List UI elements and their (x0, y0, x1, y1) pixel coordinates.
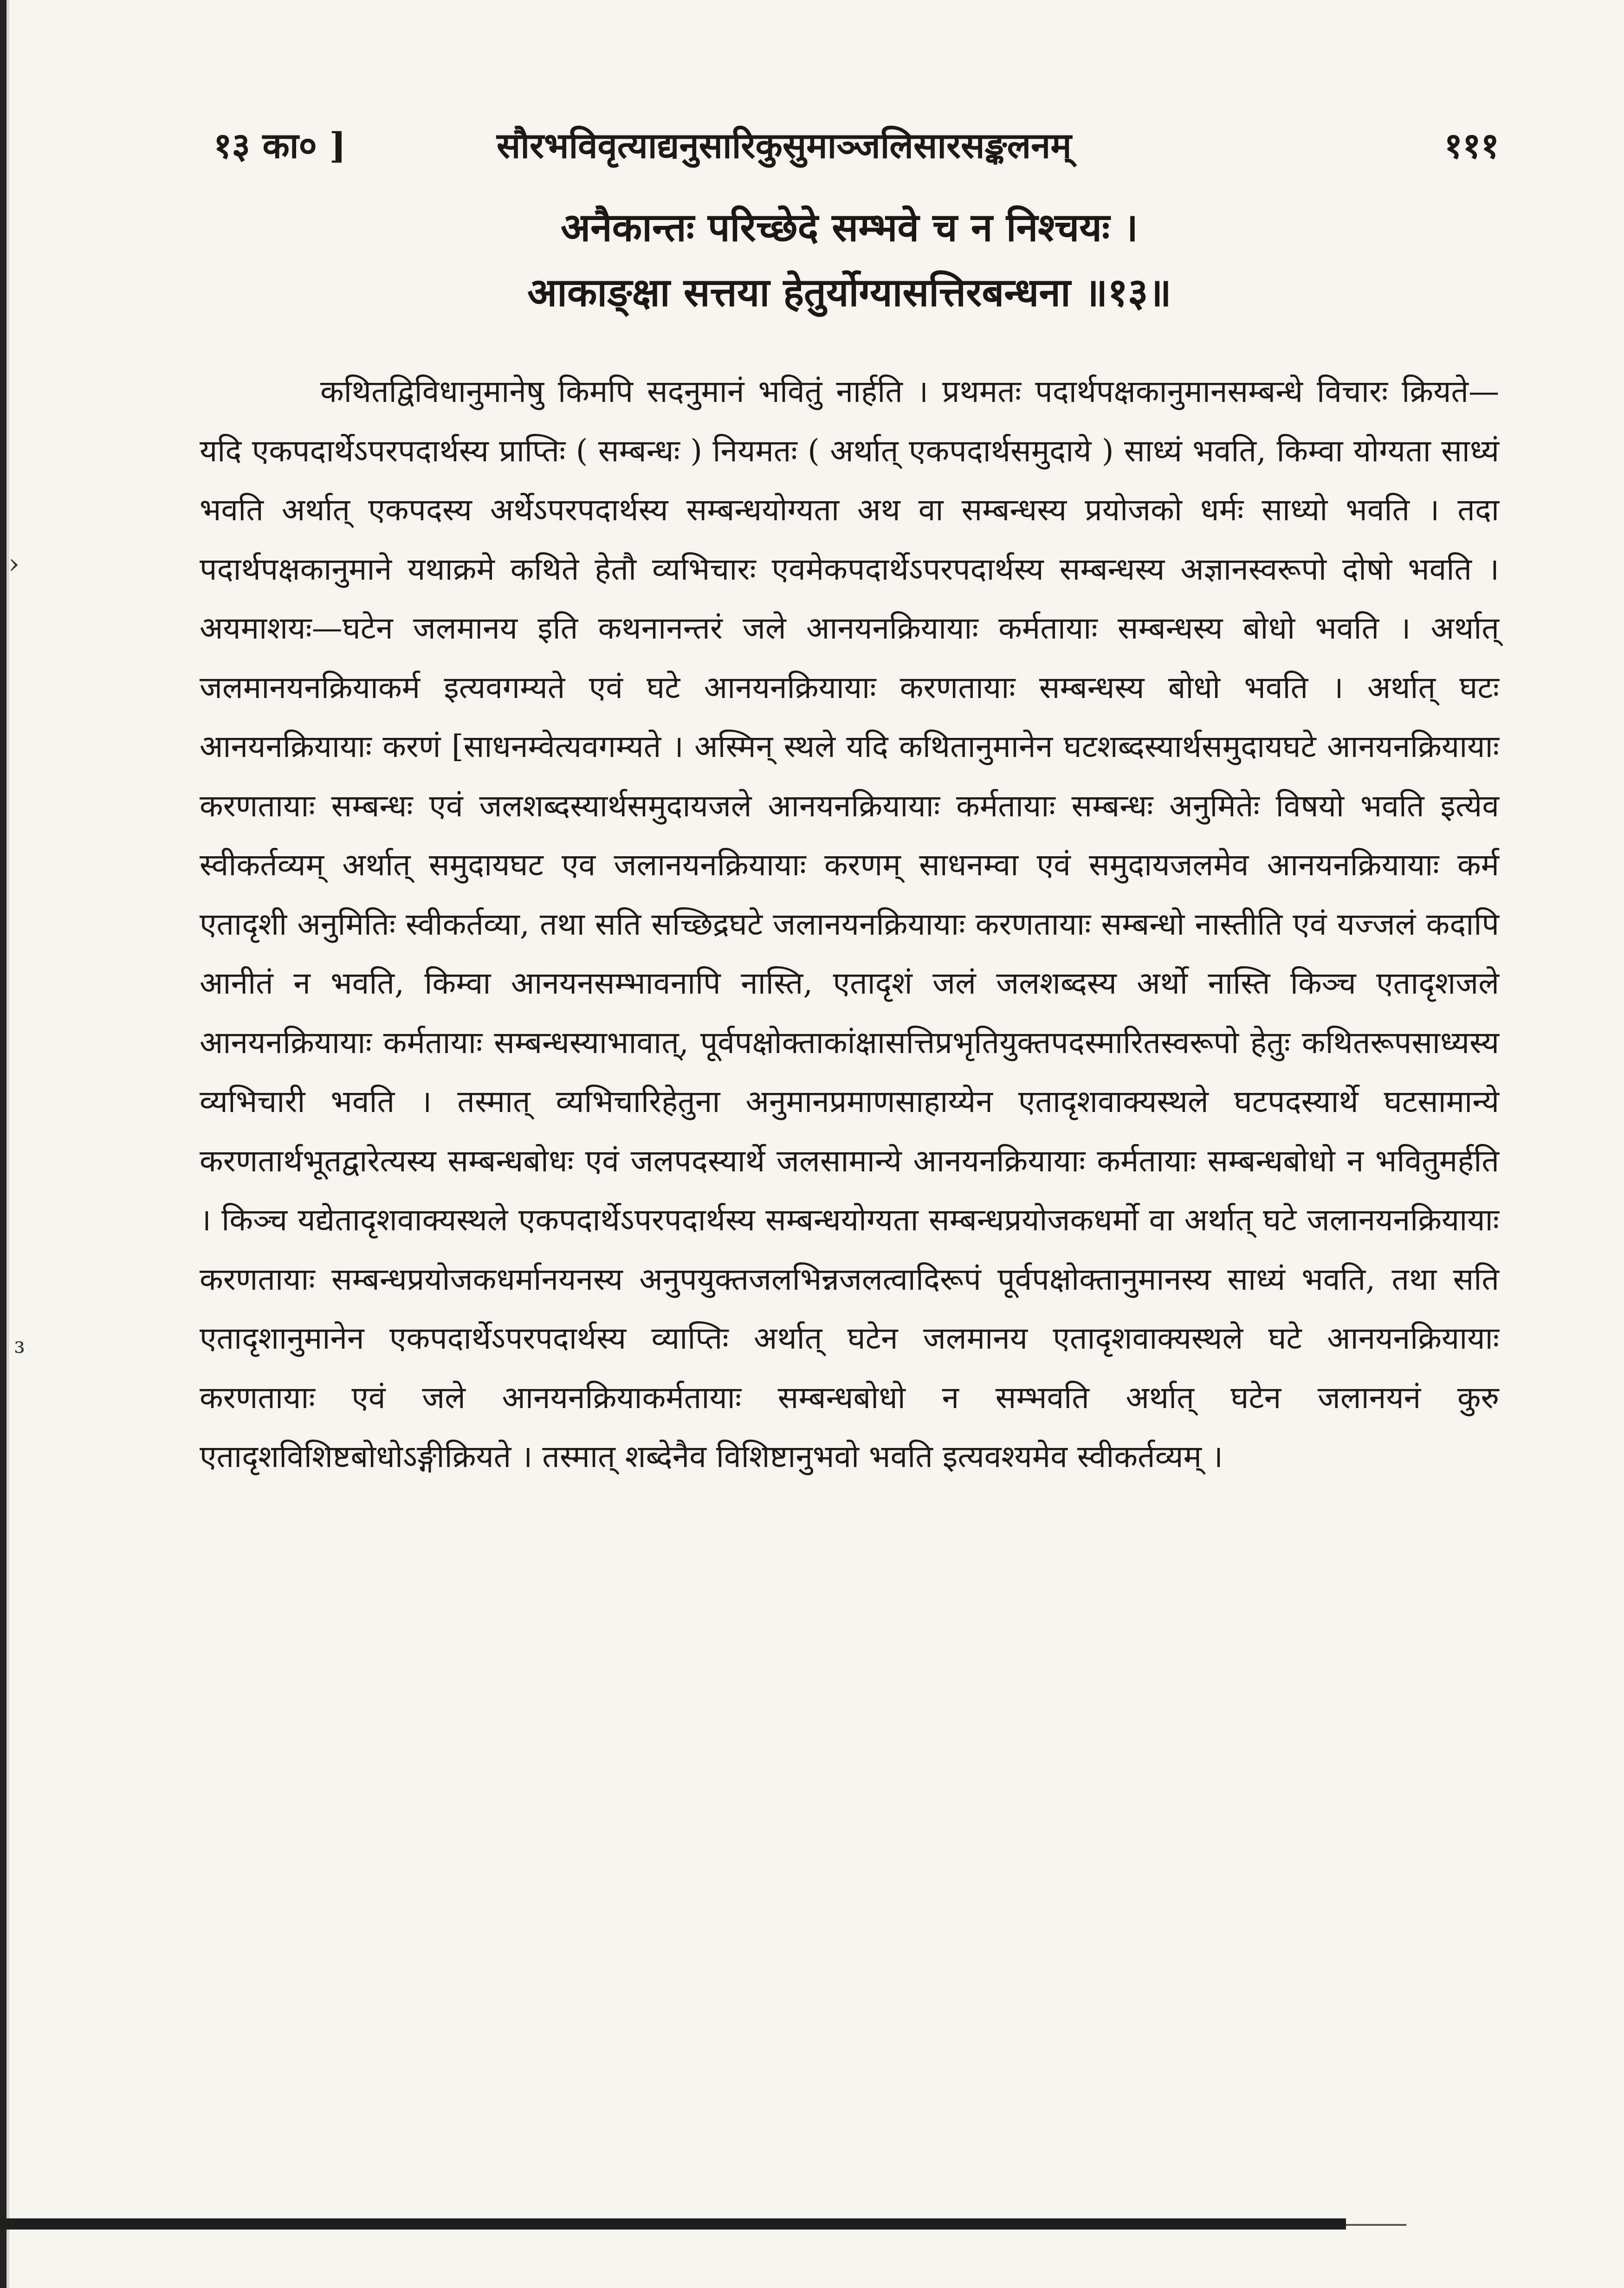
verse-line-1: अनैकान्तः परिच्छेदे सम्भवे च न निश्चयः । (560, 204, 1139, 250)
running-header (200, 111, 1499, 167)
commentary-paragraph: कथितद्विविधानुमानेषु किमपि सदनुमानं भवितुं नार्हति । प्रथमतः पदार्थपक्षकानुमानसम्बन्धे विचारः क्रियते—यदि एकपदार्थेऽपरपदार्थस्य प्राप्तिः ( सम्बन्धः ) नियमतः ( अर्थात् एकपदार्थसमुदाये ) साध्यं भवति, किम्वा योग्यता साध्यं भवति अर्थात् एकपदस्य अर्थेऽपरपदार्थस्य सम्बन्धयोग्यता अथ वा सम्बन्धस्य प्रयोजको धर्मः साध्यो भवति । तदा पदार्थपक्षकानुमाने यथाक्रमे कथिते हेतौ व्यभिचारः एवमेकपदार्थेऽपरपदार्थस्य सम्बन्धस्य अज्ञानस्वरूपो दोषो भवति । अयमाशयः—घटेन जलमानय इति कथनानन्तरं जले आनयनक्रियायाः कर्मतायाः सम्बन्धस्य बोधो भवति । अर्थात् जलमानयनक्रियाकर्म इत्यवगम्यते एवं घटे आनयनक्रियायाः करणतायाः सम्बन्धस्य बोधो भवति । अर्थात् घटः आनयनक्रियायाः करणं [साधनम्वेत्यवगम्यते । अस्मिन् स्थले यदि कथितानुमानेन घटशब्दस्यार्थसमुदायघटे आनयनक्रियायाः करणतायाः सम्बन्धः एवं जलशब्दस्यार्थसमुदायजले आनयनक्रियायाः कर्मतायाः सम्बन्धः अनुमितेः विषयो भवति इत्येव स्वीकर्तव्यम् अर्थात् समुदायघट एव जलानयनक्रियायाः करणम् साधनम्वा एवं समुदायजलमेव आनयनक्रियायाः कर्म एतादृशी अनुमितिः स्वीकर्तव्या, तथा सति सच्छिद्रघटे जलानयनक्रियायाः करणतायाः सम्बन्धो नास्तीति एवं यज्जलं कदापि आनीतं न भवति, किम्वा आनयनसम्भावनापि नास्ति, एतादृशं जलं जलशब्दस्य अर्थो नास्ति किञ्च एतादृशजले आनयनक्रियायाः कर्मतायाः सम्बन्धस्याभावात्, पूर्वपक्षोक्ताकांक्षासत्तिप्रभृतियुक्तपदस्मारितस्वरूपो हेतुः कथितरूपसाध्यस्य व्यभिचारी भवति । तस्मात् व्यभिचारिहेतुना अनुमानप्रमाणसाहाय्येन एतादृशवाक्यस्थले घटपदस्यार्थे घटसामान्ये करणतार्थभूतद्वारेत्यस्य सम्बन्धबोधः एवं जलपदस्यार्थे जलसामान्ये आनयनक्रियायाः कर्मतायाः सम्बन्धबोधो न भवितुमर्हति । किञ्च यद्येतादृशवाक्यस्थले एकपदार्थेऽपरपदार्थस्य सम्बन्धयोग्यता सम्बन्धप्रयोजकधर्मो वा अर्थात् घटे जलानयनक्रियायाः करणतायाः सम्बन्धप्रयोजकधर्मानयनस्य अनुपयुक्तजलभिन्नजलत्वादिरूपं पूर्वपक्षोक्तानुमानस्य साध्यं भवति, तथा सति एतादृशानुमानेन एकपदार्थेऽपरपदार्थस्य व्याप्तिः अर्थात् घटेन जलमानय एतादृशवाक्यस्थले घटे आनयनक्रियायाः करणतायाः एवं जले आनयनक्रियाकर्मतायाः सम्बन्धबोधो न सम्भवति अर्थात् घटेन जलानयनं कुरु एतादृशविशिष्टबोधोऽङ्गीक्रियते । तस्मात् शब्देनैव विशिष्टानुभवो भवति इत्यवश्यमेव स्वीकर्तव्यम् । (200, 374, 1499, 1474)
section-reference: १३ का० ] (214, 125, 346, 166)
verse-line-2: आकाङ्क्षा सत्तया हेतुर्योग्यासत्तिरबन्धना ॥१३॥ (527, 269, 1171, 315)
bottom-rule-tail (1346, 2224, 1406, 2226)
left-binding-shadow (6, 0, 9, 2288)
page-content (200, 111, 1499, 1517)
margin-mark-bottom: ₃ (14, 1327, 26, 1360)
bottom-rule (0, 2218, 1346, 2230)
page-number: १११ (1444, 125, 1499, 166)
running-title: सौरभविवृत्याद्यनुसारिकुसुमाञ्जलिसारसङ्कलनम् (497, 125, 1072, 166)
verse-block (200, 195, 1499, 325)
left-binding-rule (0, 0, 6, 2288)
margin-mark-top: › (8, 548, 19, 580)
